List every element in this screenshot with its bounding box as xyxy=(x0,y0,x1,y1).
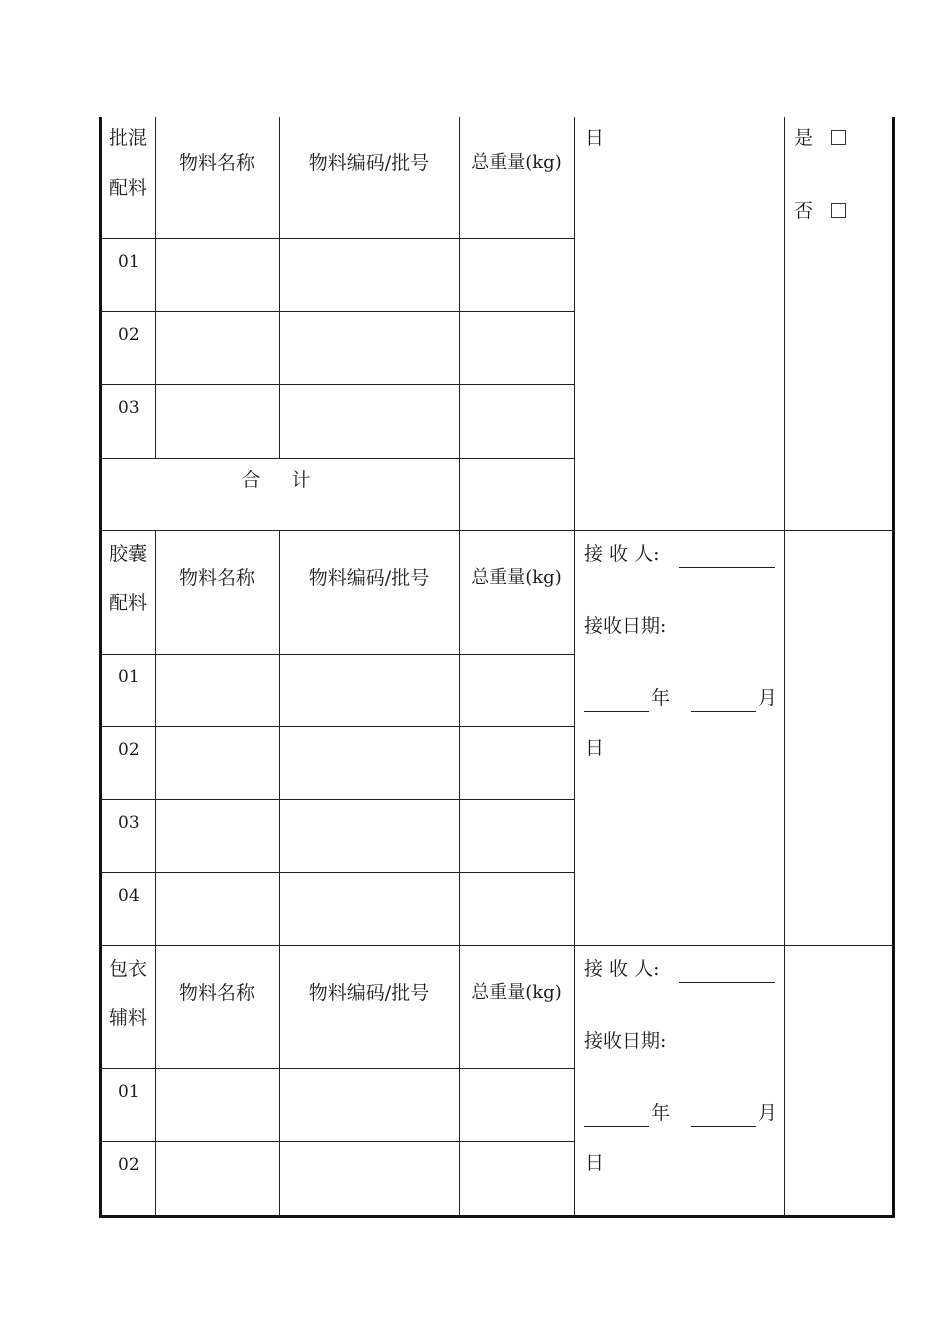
section-label-batch-mix: 批混 xyxy=(109,127,148,149)
divider-weight-col xyxy=(574,117,575,1217)
header-total-weight: 总重量(kg) xyxy=(471,152,562,173)
section-label-capsule: 配料 xyxy=(109,592,148,614)
section-label-batch-mix: 配料 xyxy=(109,177,148,199)
row-line xyxy=(99,238,575,239)
total-label: 合 计 xyxy=(241,469,317,491)
section-line xyxy=(99,945,895,946)
left-border xyxy=(99,117,102,1218)
day-label-top: 日 xyxy=(585,127,605,149)
divider-receipt-col xyxy=(784,117,785,1217)
header-material-code: 物料编码/批号 xyxy=(308,982,430,1004)
section-label-coating: 包衣 xyxy=(109,958,148,980)
row-line xyxy=(99,654,575,655)
day-label: 日 xyxy=(585,737,605,759)
receiver-field[interactable] xyxy=(679,982,775,983)
receive-date-label: 接收日期: xyxy=(584,1030,667,1052)
divider-label-col xyxy=(155,531,156,1217)
yes-checkbox[interactable] xyxy=(831,130,846,145)
header-material-name: 物料名称 xyxy=(178,982,255,1004)
receiver-field[interactable] xyxy=(679,567,775,568)
month-field[interactable] xyxy=(691,711,756,712)
row-line xyxy=(99,1141,575,1142)
divider-code-col xyxy=(459,117,460,1217)
row-line xyxy=(99,384,575,385)
header-material-name: 物料名称 xyxy=(178,152,255,174)
year-field[interactable] xyxy=(584,1126,649,1127)
section-label-capsule: 胶囊 xyxy=(109,543,148,565)
row-number: 03 xyxy=(118,813,140,833)
section-label-coating: 辅料 xyxy=(109,1007,148,1029)
right-border xyxy=(892,117,895,1218)
row-line xyxy=(99,726,575,727)
receiver-label: 接 收 人: xyxy=(584,958,660,980)
month-label: 月 xyxy=(758,687,778,709)
row-number: 01 xyxy=(118,252,140,272)
section-line xyxy=(99,530,895,531)
no-option: 否 xyxy=(794,199,846,223)
day-label: 日 xyxy=(585,1152,605,1174)
row-number: 01 xyxy=(118,1082,140,1102)
row-number: 02 xyxy=(118,325,140,345)
row-line xyxy=(99,311,575,312)
row-line xyxy=(99,799,575,800)
receiver-label: 接 收 人: xyxy=(584,543,660,565)
year-field[interactable] xyxy=(584,711,649,712)
month-label: 月 xyxy=(758,1102,778,1124)
header-material-name: 物料名称 xyxy=(178,567,255,589)
header-material-code: 物料编码/批号 xyxy=(308,567,430,589)
row-number: 02 xyxy=(118,740,140,760)
divider-name-col xyxy=(279,531,280,1217)
row-number: 01 xyxy=(118,667,140,687)
header-total-weight: 总重量(kg) xyxy=(471,567,562,588)
year-label: 年 xyxy=(651,1102,671,1124)
bottom-border xyxy=(99,1215,895,1218)
receive-date-label: 接收日期: xyxy=(584,615,667,637)
row-number: 03 xyxy=(118,398,140,418)
header-total-weight: 总重量(kg) xyxy=(471,982,562,1003)
row-line xyxy=(99,458,575,459)
row-number: 02 xyxy=(118,1155,140,1175)
yes-option: 是 xyxy=(794,126,846,150)
no-checkbox[interactable] xyxy=(831,203,846,218)
month-field[interactable] xyxy=(691,1126,756,1127)
row-line xyxy=(99,1068,575,1069)
header-material-code: 物料编码/批号 xyxy=(308,152,430,174)
year-label: 年 xyxy=(651,687,671,709)
row-line xyxy=(99,872,575,873)
row-number: 04 xyxy=(118,886,140,906)
